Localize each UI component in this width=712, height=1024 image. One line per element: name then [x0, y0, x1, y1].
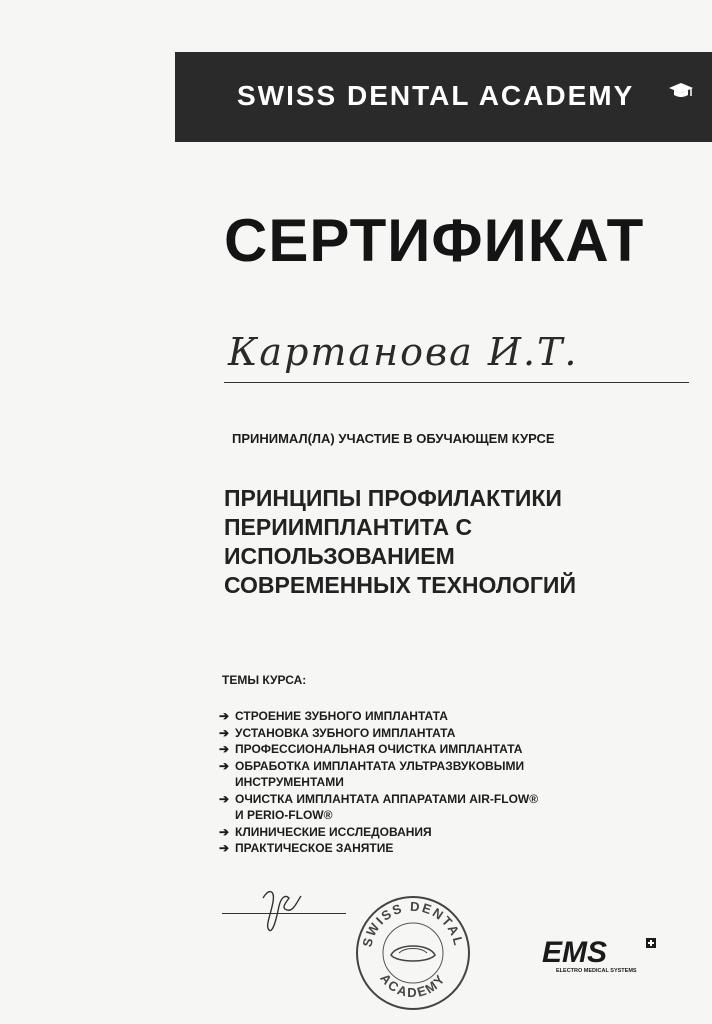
- arrow-right-icon: ➔: [219, 791, 230, 806]
- academy-stamp: [353, 893, 473, 1013]
- arrow-right-icon: ➔: [219, 758, 230, 773]
- participation-text: ПРИНИМАЛ(ЛА) УЧАСТИЕ В ОБУЧАЮЩЕМ КУРСЕ: [232, 431, 555, 446]
- topic-item-continuation: И PERIO-FLOW®: [235, 808, 333, 822]
- name-underline: [224, 382, 689, 383]
- arrow-right-icon: ➔: [219, 709, 230, 723]
- arrow-right-icon: ➔: [219, 725, 230, 740]
- topics-list: [219, 708, 538, 857]
- course-title: [224, 484, 576, 600]
- ems-brand: EMS: [542, 936, 608, 969]
- course-title-line: ПРИНЦИПЫ ПРОФИЛАКТИКИ: [224, 485, 562, 511]
- graduation-cap-icon: [668, 82, 694, 102]
- topics-label: ТЕМЫ КУРСА:: [222, 673, 307, 687]
- svg-text:SWISS DENTAL: [359, 899, 466, 949]
- ems-tagline: ELECTRO MEDICAL SYSTEMS: [556, 968, 637, 974]
- stamp-bottom-text: ACADEMY: [377, 970, 449, 1001]
- topic-item: ➔ ПРАКТИЧЕСКОЕ ЗАНЯТИЕ: [219, 841, 394, 855]
- arrow-right-icon: ➔: [219, 841, 230, 855]
- arrow-right-icon: ➔: [219, 824, 230, 839]
- signature-icon: [255, 880, 305, 935]
- topic-item: ➔ УСТАНОВКА ЗУБНОГО ИМПЛАНТАТА: [219, 725, 456, 740]
- arrow-right-icon: ➔: [219, 742, 230, 756]
- topic-item: ➔ СТРОЕНИЕ ЗУБНОГО ИМПЛАНТАТА: [219, 709, 448, 723]
- stamp-top-text: SWISS DENTAL: [359, 898, 467, 949]
- topic-item: ➔ КЛИНИЧЕСКИЕ ИССЛЕДОВАНИЯ: [219, 824, 432, 839]
- academy-name: SWISS DENTAL ACADEMY: [237, 80, 635, 111]
- ems-logo: [542, 936, 662, 976]
- topic-item: ➔ ПРОФЕССИОНАЛЬНАЯ ОЧИСТКА ИМПЛАНТАТА: [219, 742, 523, 756]
- course-title-line: ИСПОЛЬЗОВАНИЕМ: [224, 543, 455, 569]
- course-title-line: СОВРЕМЕННЫХ ТЕХНОЛОГИЙ: [224, 572, 576, 598]
- topic-item-continuation: ИНСТРУМЕНТАМИ: [235, 775, 344, 789]
- topic-item: ➔ ОЧИСТКА ИМПЛАНТАТА АППАРАТАМИ AIR-FLOW®: [219, 791, 539, 806]
- course-title-line: ПЕРИИМПЛАНТИТА С: [224, 514, 473, 540]
- topic-item: ➔ ОБРАБОТКА ИМПЛАНТАТА УЛЬТРАЗВУКОВЫМИ: [219, 758, 525, 773]
- certificate-title: СЕРТИФИКАТ: [224, 207, 645, 274]
- svg-text:ACADEMY: [377, 971, 448, 1000]
- recipient-name: Картанова И.Т.: [228, 330, 579, 374]
